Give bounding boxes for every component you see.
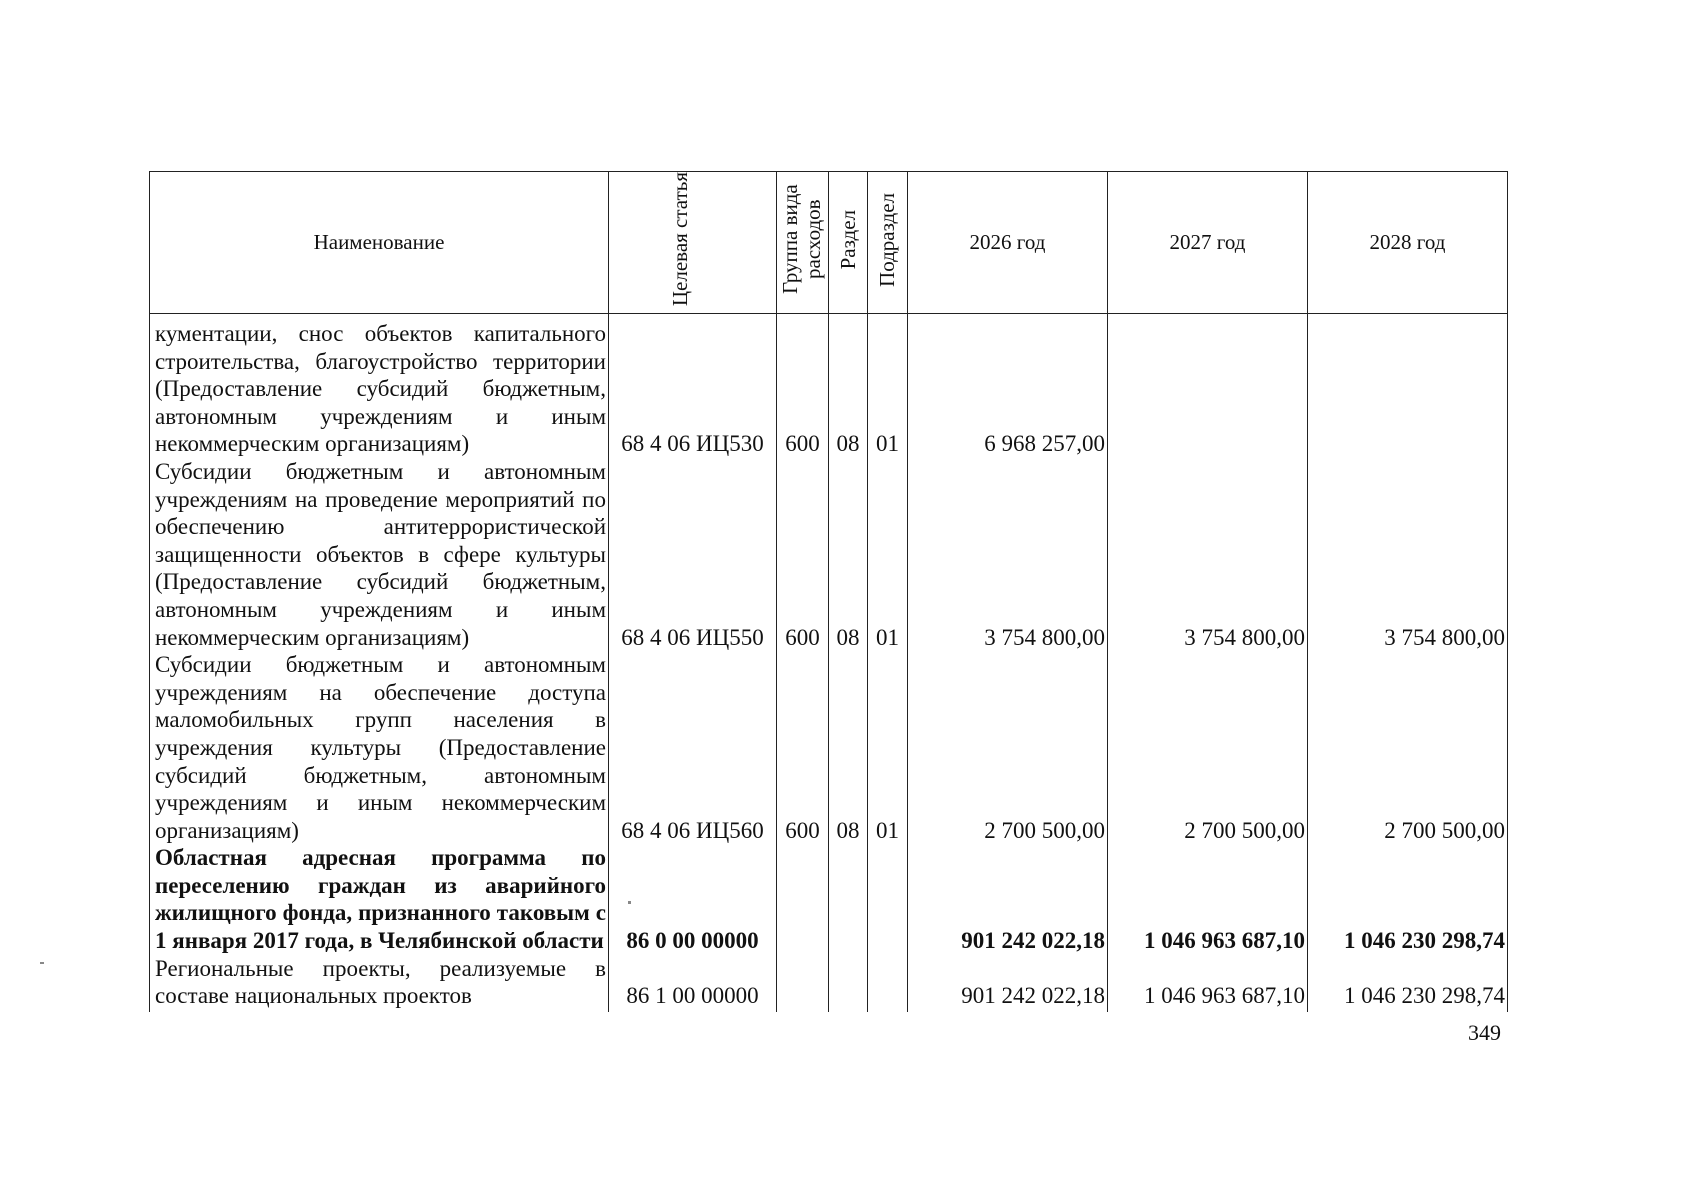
row-target-article: 68 4 06 ИЦ550 xyxy=(609,458,777,651)
row-section xyxy=(829,844,868,954)
header-target-article: Целевая статья xyxy=(609,172,777,314)
row-amount-2027: 1 046 963 687,10 xyxy=(1108,955,1308,1012)
header-year-2028: 2028 год xyxy=(1308,172,1508,314)
row-target-article: 86 1 00 00000 xyxy=(609,955,777,1012)
row-amount-2027: 2 700 500,00 xyxy=(1108,651,1308,844)
row-subsection: 01 xyxy=(868,314,908,458)
table-row xyxy=(150,844,1508,954)
row-amount-2028 xyxy=(1308,314,1508,458)
header-name: Наименование xyxy=(150,172,609,314)
row-expense-group xyxy=(777,955,829,1012)
header-year-2027: 2027 год xyxy=(1108,172,1308,314)
row-subsection: 01 xyxy=(868,458,908,651)
header-year-2026: 2026 год xyxy=(908,172,1108,314)
row-subsection xyxy=(868,955,908,1012)
table-row xyxy=(150,314,1508,458)
row-subsection: 01 xyxy=(868,651,908,844)
row-target-article: 86 0 00 00000 xyxy=(609,844,777,954)
row-target-article: 68 4 06 ИЦ560 xyxy=(609,651,777,844)
table-header-row xyxy=(150,172,1508,314)
row-amount-2027 xyxy=(1108,314,1308,458)
row-section xyxy=(829,955,868,1012)
table-row xyxy=(150,651,1508,844)
row-expense-group xyxy=(777,844,829,954)
row-amount-2027: 3 754 800,00 xyxy=(1108,458,1308,651)
row-name: Субсидии бюджетным и автономным учреждениям на обеспечение доступа маломобильных групп населения в учреждения культуры (Предоставление субсидий бюджетным, автономным учреждениям и иным некоммерческим организациям) xyxy=(150,651,609,844)
header-expense-group: Группа вида расходов xyxy=(777,172,829,314)
row-amount-2028: 1 046 230 298,74 xyxy=(1308,844,1508,954)
table-row xyxy=(150,955,1508,1012)
row-expense-group: 600 xyxy=(777,651,829,844)
scan-speck xyxy=(40,962,44,964)
row-expense-group: 600 xyxy=(777,458,829,651)
row-amount-2028: 1 046 230 298,74 xyxy=(1308,955,1508,1012)
row-name: кументации, снос объектов капитального строительства, благоустройство территории (Предоставление субсидий бюджетным, автономным учреждениям и иным некоммерческим организациям) xyxy=(150,314,609,458)
row-target-article: 68 4 06 ИЦ530 xyxy=(609,314,777,458)
scan-speck xyxy=(628,901,631,904)
header-section: Раздел xyxy=(829,172,868,314)
row-amount-2026: 3 754 800,00 xyxy=(908,458,1108,651)
row-name: Региональные проекты, реализуемые в составе национальных проектов xyxy=(150,955,609,1012)
table-row xyxy=(150,458,1508,651)
row-amount-2026: 901 242 022,18 xyxy=(908,955,1108,1012)
row-section: 08 xyxy=(829,314,868,458)
row-amount-2026: 901 242 022,18 xyxy=(908,844,1108,954)
row-amount-2028: 3 754 800,00 xyxy=(1308,458,1508,651)
row-section: 08 xyxy=(829,651,868,844)
row-section: 08 xyxy=(829,458,868,651)
row-amount-2026: 2 700 500,00 xyxy=(908,651,1108,844)
row-amount-2027: 1 046 963 687,10 xyxy=(1108,844,1308,954)
row-expense-group: 600 xyxy=(777,314,829,458)
budget-table xyxy=(149,171,1508,1012)
header-subsection: Подраздел xyxy=(868,172,908,314)
row-name: Областная адресная программа по переселению граждан из аварийного жилищного фонда, признанного таковым с 1 января 2017 года, в Челябинской области xyxy=(150,844,609,954)
row-amount-2028: 2 700 500,00 xyxy=(1308,651,1508,844)
page-number: 349 xyxy=(1468,1020,1501,1045)
row-name: Субсидии бюджетным и автономным учреждениям на проведение мероприятий по обеспечению антитеррористической защищенности объектов в сфере культуры (Предоставление субсидий бюджетным, автономным учреждениям и иным некоммерческим организациям) xyxy=(150,458,609,651)
row-subsection xyxy=(868,844,908,954)
row-amount-2026: 6 968 257,00 xyxy=(908,314,1108,458)
